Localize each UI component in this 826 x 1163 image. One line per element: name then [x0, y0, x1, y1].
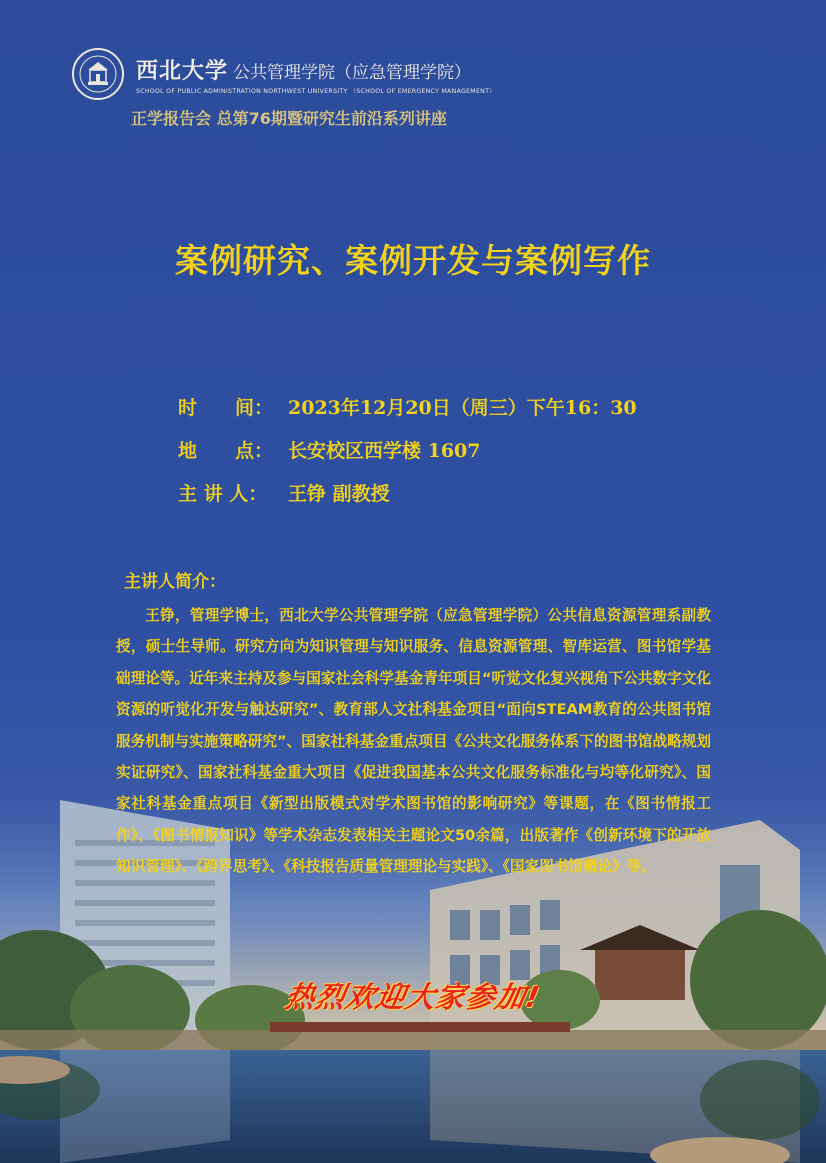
university-name: 西北大学	[136, 58, 229, 84]
time-label: 时 间：	[178, 397, 274, 419]
school-name: 公共管理学院（应急管理学院）	[233, 63, 471, 83]
lecture-title: 案例研究、案例开发与案例写作	[175, 241, 651, 280]
place-row	[178, 436, 481, 463]
speaker-value: 王铮 副教授	[288, 483, 390, 505]
place-label: 地 点：	[178, 440, 274, 462]
speaker-row	[178, 479, 390, 506]
university-seal-logo	[72, 48, 124, 100]
time-value: 2023年12月20日（周三）下午16：30	[288, 397, 637, 419]
time-row	[178, 393, 637, 420]
bio-heading: 主讲人简介：	[124, 572, 226, 592]
place-value: 长安校区西学楼 1607	[288, 440, 481, 462]
lecture-series-line: 正学报告会 总第76期暨研究生前沿系列讲座	[131, 109, 447, 128]
welcome-slogan: 热烈欢迎大家参加!	[282, 980, 543, 1014]
school-english-name: SCHOOL OF PUBLIC ADMINISTRATION NORTHWEST UNIVERSITY （SCHOOL OF EMERGENCY MANAGEMENT）	[136, 88, 496, 95]
speaker-label: 主 讲 人：	[178, 483, 268, 505]
bio-text: 王铮，管理学博士，西北大学公共管理学院（应急管理学院）公共信息资源管理系副教授，硕士生导师。研究方向为知识管理与知识服务、信息资源管理、智库运营、图书馆学基础理论等。近年来主持及参与国家社会科学基金青年项目“听觉文化复兴视角下公共数字文化资源的听觉化开发与触达研究”、教育部人文社科基金项目“面向STEAM教育的公共图书馆服务机制与实施策略研究”、国家社科基金重点项目《公共文化服务体系下的图书馆战略规划实证研究》、国家社科基金重大项目《促进我国基本公共文化服务标准化与均等化研究》、国家社科基金重点项目《新型出版模式对学术图书馆的影响研究》等课题，在《图书情报工作》、《图书情报知识》等学术杂志发表相关主题论文50余篇，出版著作《创新环境下的开放知识管理》、《跨界思考》、《科技报告质量管理理论与实践》、《国家图书馆概论》等。	[116, 607, 711, 876]
